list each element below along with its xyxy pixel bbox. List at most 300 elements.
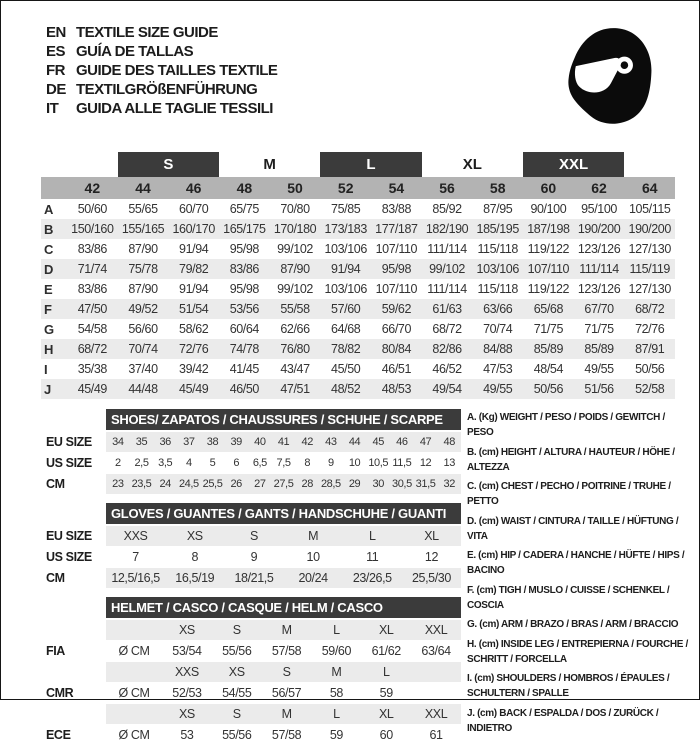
shoes-value: 27	[254, 478, 266, 490]
measurement-value: 87/90	[280, 262, 310, 276]
measurement-value: 63/66	[483, 302, 513, 316]
measurement-row-label: H	[44, 341, 54, 357]
language-row	[46, 42, 277, 61]
measurement-value: 119/122	[527, 282, 570, 296]
language-code: IT	[46, 100, 59, 117]
gloves-row-cells	[106, 526, 461, 546]
measurement-value: 71/75	[584, 322, 614, 336]
measurement-value: 70/74	[483, 322, 513, 336]
measurement-value: 47/50	[77, 302, 107, 316]
helmet-value: 61	[429, 728, 443, 742]
shoes-value: 12	[419, 457, 432, 469]
shoes-row-label: CM	[46, 477, 65, 491]
shoes-value: 30	[372, 478, 384, 490]
gloves-value: 20/24	[298, 571, 328, 585]
measurement-value: 43/47	[280, 362, 310, 376]
measurement-value: 64/68	[331, 322, 361, 336]
measurement-value: 72/76	[179, 342, 209, 356]
shoes-value: 44	[348, 436, 361, 448]
measurement-value: 107/110	[527, 262, 570, 276]
size-column-header: 44	[135, 180, 151, 196]
helmet-value: L	[382, 665, 390, 679]
shoes-section	[46, 409, 461, 494]
size-column-header-row	[41, 177, 675, 199]
shoes-value: 34	[112, 436, 124, 448]
helmet-row-cmr	[46, 683, 461, 703]
shoes-section-title: SHOES/ ZAPATOS / CHAUSSURES / SCHUHE / SCARPE	[106, 409, 461, 430]
size-group-xl: XL	[462, 156, 482, 173]
helmet-value: XS	[228, 665, 245, 679]
helmet-value: 58	[329, 686, 343, 700]
helmet-row-cells	[106, 662, 461, 682]
language-title: GUIDA ALLE TAGLIE TESSILI	[76, 100, 273, 117]
helmet-standard-label: CMR	[46, 686, 74, 700]
measurement-value: 91/94	[179, 242, 209, 256]
helmet-section-title: HELMET / CASCO / CASQUE / HELM / CASCO	[106, 597, 461, 618]
measurement-value: 185/195	[476, 222, 519, 236]
helmet-unit-label: Ø CM	[118, 728, 150, 742]
gloves-value: 9	[250, 550, 258, 564]
helmet-value: XL	[378, 623, 394, 637]
measurement-row	[41, 319, 675, 339]
gloves-value: 25,5/30	[411, 571, 451, 585]
gloves-value: XXS	[123, 529, 148, 543]
legend-item: A. (Kg) WEIGHT / PESO / POIDS / GEWITCH / PESO	[467, 412, 665, 438]
shoes-value: 32	[443, 478, 455, 490]
size-column-header: 56	[439, 180, 455, 196]
helmet-size-header-row	[46, 704, 461, 724]
size-column-header: 42	[84, 180, 101, 196]
measurement-value: 90/100	[530, 202, 567, 216]
helmet-value: 54/55	[222, 686, 252, 700]
measurement-value: 123/126	[577, 242, 621, 256]
measurement-value: 87/95	[483, 202, 513, 216]
shoes-value: 2,5	[134, 457, 149, 469]
size-group-l: L	[320, 152, 421, 177]
measurement-value: 115/118	[477, 242, 518, 256]
measurement-value: 78/82	[331, 342, 361, 356]
size-column-header: 60	[540, 180, 557, 196]
page-header	[1, 1, 699, 132]
measurement-value: 56/60	[128, 322, 158, 336]
measurement-value: 57/60	[331, 302, 361, 316]
measurement-value: 115/118	[477, 282, 518, 296]
gloves-row	[46, 547, 461, 567]
helmet-value: 57/58	[271, 644, 302, 658]
helmet-value: 61/62	[371, 644, 401, 658]
language-code: DE	[46, 81, 66, 98]
measurement-value: 61/63	[432, 302, 462, 316]
measurement-value: 72/76	[635, 322, 665, 336]
measurement-value: 84/88	[483, 342, 513, 356]
helmet-value: 57/58	[271, 728, 302, 742]
measurement-value: 58/62	[179, 322, 209, 336]
legend-item: H. (cm) INSIDE LEG / ENTREPIERNA / FOURCHE / SCHRITT / FORCELLA	[467, 638, 688, 665]
size-group-s: S	[118, 152, 219, 177]
shoes-value: 42	[301, 436, 313, 448]
measurement-value: 70/74	[128, 342, 158, 356]
shoes-value: 10,5	[368, 457, 389, 469]
language-row	[46, 61, 277, 80]
shoes-value: 2	[114, 457, 121, 469]
shoes-value: 28	[301, 478, 313, 490]
gloves-value: 11	[366, 550, 379, 564]
shoes-value: 11,5	[392, 457, 412, 469]
measurement-row-label: C	[44, 241, 54, 257]
measurement-value: 85/89	[533, 342, 564, 356]
main-size-table	[41, 152, 675, 399]
shoes-row-label: US SIZE	[46, 456, 92, 470]
measurement-value: 85/89	[584, 342, 614, 356]
shoes-value: 8	[304, 457, 311, 469]
helmet-standard-label: FIA	[46, 644, 65, 658]
measurement-value: 155/165	[121, 222, 165, 236]
measurement-value: 54/58	[77, 322, 107, 336]
helmet-value: 53/54	[172, 644, 202, 658]
helmet-size-header-row	[46, 662, 461, 682]
measurement-value: 66/70	[381, 322, 411, 336]
measurement-value: 53/56	[229, 302, 259, 316]
shoes-value: 23,5	[131, 478, 152, 490]
shoes-row	[46, 432, 461, 452]
helmet-value: M	[281, 623, 292, 637]
shoes-value: 24,5	[178, 478, 199, 490]
gloves-value: XS	[186, 529, 203, 543]
measurement-value: 35/38	[77, 362, 107, 376]
measurement-value: 99/102	[277, 242, 313, 256]
size-column-header: 62	[591, 180, 607, 196]
helmet-value: XS	[178, 623, 195, 637]
size-group-m: M	[263, 156, 276, 173]
size-group-row	[67, 152, 675, 177]
helmet-value: S	[282, 665, 291, 679]
measurement-row	[41, 359, 675, 379]
shoes-value: 7,5	[276, 457, 291, 469]
legend-item: D. (cm) WAIST / CINTURA / TAILLE / HÜFTUNG / VITA	[467, 515, 679, 542]
measurement-value: 150/160	[71, 222, 114, 236]
measurement-row-label: F	[44, 301, 52, 317]
measurement-value: 55/58	[280, 302, 310, 316]
helmet-value: 63/64	[421, 644, 451, 658]
measurement-value: 82/86	[432, 342, 462, 356]
shoes-value: 6	[233, 457, 240, 469]
helmet-value: XL	[378, 707, 394, 721]
helmet-unit-label: Ø CM	[118, 644, 150, 658]
measurement-value: 83/86	[229, 262, 259, 276]
gloves-value: 12,5/16,5	[111, 571, 160, 585]
helmet-value: M	[331, 665, 342, 679]
measurement-value: 79/82	[179, 262, 209, 276]
measurement-value: 87/91	[635, 342, 665, 356]
shoes-value: 41	[277, 436, 290, 448]
helmet-unit-label: Ø CM	[118, 686, 150, 700]
measurement-value: 71/74	[77, 262, 107, 276]
measurement-value: 45/50	[331, 362, 361, 376]
language-title: TEXTILGRÖßENFÜHRUNG	[76, 81, 258, 98]
gloves-value: XL	[424, 529, 439, 543]
accessory-tables	[46, 409, 461, 754]
measurement-value: 190/200	[628, 222, 671, 236]
measurement-value: 51/56	[584, 382, 614, 396]
helmet-value: S	[232, 707, 241, 721]
measurement-value: 50/60	[77, 202, 107, 216]
gloves-section-title: GLOVES / GUANTES / GANTS / HANDSCHUHE / GUANTI	[106, 503, 461, 524]
gloves-value: S	[249, 529, 258, 543]
gloves-value: 8	[191, 550, 199, 564]
measurement-value: 103/106	[324, 282, 367, 296]
shoes-value: 28,5	[320, 478, 341, 490]
measurement-value: 99/102	[277, 282, 313, 296]
measurement-value: 62/66	[280, 322, 310, 336]
shoes-value: 23	[112, 478, 124, 490]
measurement-value: 70/80	[280, 202, 310, 216]
measurement-value: 46/52	[432, 362, 462, 376]
measurement-value: 59/62	[381, 302, 411, 316]
gloves-value: 7	[132, 550, 139, 564]
measurement-value: 91/94	[179, 282, 209, 296]
helmet-row-cells	[106, 620, 461, 640]
measurement-value: 49/55	[483, 382, 513, 396]
measurement-value: 39/42	[179, 362, 209, 376]
helmet-value: XXS	[175, 665, 199, 679]
measurement-value: 87/90	[128, 282, 158, 296]
measurement-value: 48/53	[381, 382, 411, 396]
shoes-value: 9	[328, 457, 334, 469]
legend-item: E. (cm) HIP / CADERA / HANCHE / HÜFTE / HIPS / BACINO	[467, 550, 685, 576]
measurement-value: 60/64	[229, 322, 259, 336]
measurement-row	[41, 219, 675, 239]
legend-item: F. (cm) TIGH / MUSLO / CUISSE / SCHENKEL / COSCIA	[467, 584, 670, 611]
gloves-row	[46, 526, 461, 546]
measurement-value: 50/56	[533, 382, 564, 396]
measurement-value: 49/52	[128, 302, 158, 316]
shoes-value: 38	[206, 436, 219, 448]
shoes-value: 13	[443, 457, 455, 469]
measurement-value: 95/98	[381, 262, 411, 276]
size-column-header: 46	[185, 180, 202, 196]
helmet-value: 56/57	[271, 686, 302, 700]
shoes-value: 29	[348, 478, 361, 490]
language-title: TEXTILE SIZE GUIDE	[76, 24, 218, 41]
measurement-value: 123/126	[577, 282, 621, 296]
measurement-value: 45/49	[179, 382, 209, 396]
measurement-value: 182/190	[425, 222, 469, 236]
helmet-value: 59/60	[321, 644, 352, 658]
measurement-value: 49/55	[584, 362, 614, 376]
measurement-row	[41, 279, 675, 299]
gloves-row-label: EU SIZE	[46, 529, 92, 543]
language-title-list	[46, 23, 277, 132]
measurement-value: 46/50	[229, 382, 259, 396]
language-title: GUIDE DES TAILLES TEXTILE	[76, 62, 278, 79]
language-row	[46, 99, 277, 118]
measurement-value: 160/170	[172, 222, 215, 236]
measurement-value: 111/114	[579, 262, 619, 276]
measurement-value: 87/90	[128, 242, 158, 256]
legend-item: G. (cm) ARM / BRAZO / BRAS / ARM / BRACCIO	[467, 619, 679, 630]
helmet-standard-label: ECE	[46, 728, 71, 742]
measurement-value: 95/98	[229, 242, 259, 256]
measurement-value: 127/130	[628, 242, 671, 256]
shoes-value: 5	[209, 457, 216, 469]
measurement-legend	[461, 409, 699, 754]
measurement-value: 45/49	[77, 382, 107, 396]
measurement-value: 47/53	[483, 362, 513, 376]
size-column-header: 50	[287, 180, 303, 196]
measurement-value: 68/72	[77, 342, 107, 356]
measurement-value: 115/119	[629, 262, 670, 276]
language-code: FR	[46, 62, 65, 79]
legend-item: J. (cm) BACK / ESPALDA / DOS / ZURÜCK / INDIETRO	[467, 707, 659, 734]
shoes-value: 4	[185, 457, 192, 469]
legend-item: C. (cm) CHEST / PECHO / POITRINE / TRUHE / PETTO	[467, 481, 671, 507]
language-code: EN	[46, 24, 66, 41]
shoes-value: 48	[443, 436, 455, 448]
helmet-value: 59	[329, 728, 343, 742]
measurement-value: 68/72	[635, 302, 665, 316]
measurement-value: 51/54	[179, 302, 209, 316]
language-title: GUÍA DE TALLAS	[76, 43, 194, 60]
gloves-row-cells	[106, 547, 461, 567]
measurement-row	[41, 239, 675, 259]
measurement-value: 80/84	[381, 342, 411, 356]
measurement-row-label: G	[44, 321, 55, 337]
measurement-value: 52/58	[635, 382, 665, 396]
shoes-value: 27,5	[273, 478, 294, 490]
measurement-value: 187/198	[527, 222, 570, 236]
measurement-value: 83/88	[381, 202, 411, 216]
gloves-row	[46, 568, 461, 588]
measurement-value: 44/48	[128, 382, 158, 396]
shoes-value: 45	[372, 436, 384, 448]
helmet-value: L	[333, 623, 340, 637]
measurement-value: 95/100	[581, 202, 617, 216]
gloves-section	[46, 503, 461, 588]
shoes-value: 40	[254, 436, 266, 448]
helmet-row-cells	[106, 683, 461, 703]
measurement-value: 65/75	[229, 202, 259, 216]
measurement-row	[41, 299, 675, 319]
helmet-value: M	[281, 707, 292, 721]
measurement-value: 99/102	[429, 262, 465, 276]
shoes-value: 26	[230, 478, 242, 490]
size-column-header: 64	[641, 180, 658, 196]
measurement-value: 37/40	[128, 362, 158, 376]
measurement-row	[41, 339, 675, 359]
measurement-value: 165/175	[223, 222, 266, 236]
helmet-value: 60	[379, 728, 393, 742]
helmet-value: XS	[178, 707, 195, 721]
measurement-value: 74/78	[229, 342, 259, 356]
measurement-value: 83/86	[77, 282, 107, 296]
gloves-value: 18/21,5	[234, 571, 274, 585]
shoes-value: 3,5	[158, 457, 173, 469]
size-column-header: 48	[236, 180, 253, 196]
measurement-value: 103/106	[324, 242, 367, 256]
size-group-xxl: XXL	[523, 152, 624, 177]
gloves-row-label: US SIZE	[46, 550, 92, 564]
measurement-row-label: I	[44, 361, 48, 377]
gloves-value: M	[308, 529, 319, 543]
measurement-value: 41/45	[229, 362, 259, 376]
measurement-value: 103/106	[476, 262, 519, 276]
measurement-value: 71/75	[533, 322, 564, 336]
shoes-value: 46	[396, 436, 408, 448]
measurement-value: 48/54	[533, 362, 564, 376]
shoes-value: 47	[419, 436, 432, 448]
shoes-value: 10	[348, 457, 361, 469]
measurement-row-label: D	[44, 261, 54, 277]
measurement-value: 46/51	[381, 362, 411, 376]
measurement-row	[41, 199, 675, 219]
shoes-value: 37	[183, 436, 195, 448]
size-column-header: 54	[388, 180, 405, 196]
gloves-row-label: CM	[46, 571, 65, 585]
helmet-value: 59	[379, 686, 393, 700]
helmet-value: L	[333, 707, 340, 721]
helmet-value: XXL	[424, 707, 448, 721]
language-code: ES	[46, 43, 66, 60]
measurement-value: 48/52	[331, 382, 361, 396]
shoes-row	[46, 453, 461, 473]
measurement-value: 177/187	[375, 222, 418, 236]
shoes-value: 43	[325, 436, 337, 448]
shoes-value: 39	[230, 436, 242, 448]
shoes-value: 24	[159, 478, 171, 490]
measurement-value: 111/114	[427, 242, 467, 256]
size-group-spacer	[624, 152, 675, 177]
legend-item: I. (cm) SHOULDERS / HOMBROS / ÉPAULES / SCHULTERN / SPALLE	[467, 673, 670, 699]
gloves-value: 23/26,5	[352, 571, 392, 585]
gloves-value: 10	[306, 550, 320, 564]
size-column-header: 58	[489, 180, 506, 196]
shoes-value: 36	[159, 436, 171, 448]
language-row	[46, 23, 277, 42]
shoes-row	[46, 474, 461, 494]
lower-panels	[1, 409, 699, 754]
gloves-value: L	[368, 529, 376, 543]
measurement-value: 170/180	[273, 222, 317, 236]
measurement-row-label: E	[44, 281, 53, 297]
helmet-row-cells	[106, 704, 461, 724]
measurement-value: 55/65	[128, 202, 158, 216]
measurement-value: 83/86	[77, 242, 107, 256]
size-column-header: 52	[337, 180, 354, 196]
measurement-value: 75/78	[128, 262, 158, 276]
language-row	[46, 80, 277, 99]
shoes-row-cells	[106, 432, 461, 452]
helmet-value: 53	[180, 728, 194, 742]
shoes-row-label: EU SIZE	[46, 435, 92, 449]
legend-item: B. (cm) HEIGHT / ALTURA / HAUTEUR / HÖHE / ALTEZZA	[467, 446, 675, 473]
helmet-row-ece	[46, 725, 461, 745]
shoes-value: 31,5	[415, 478, 436, 490]
size-group-spacer	[67, 152, 118, 177]
helmet-row-cells	[106, 725, 461, 745]
measurement-value: 47/51	[280, 382, 310, 396]
measurement-value: 49/54	[432, 382, 462, 396]
helmet-row-fia	[46, 641, 461, 661]
measurement-value: 68/72	[432, 322, 462, 336]
helmet-size-header-row	[46, 620, 461, 640]
measurement-row-label: A	[44, 201, 54, 217]
helmet-section	[46, 597, 461, 745]
helmet-value: 55/56	[222, 644, 252, 658]
gloves-value: 12	[424, 550, 438, 564]
measurement-value: 50/56	[635, 362, 665, 376]
gloves-value: 16,5/19	[175, 571, 215, 585]
measurement-value: 95/98	[229, 282, 259, 296]
